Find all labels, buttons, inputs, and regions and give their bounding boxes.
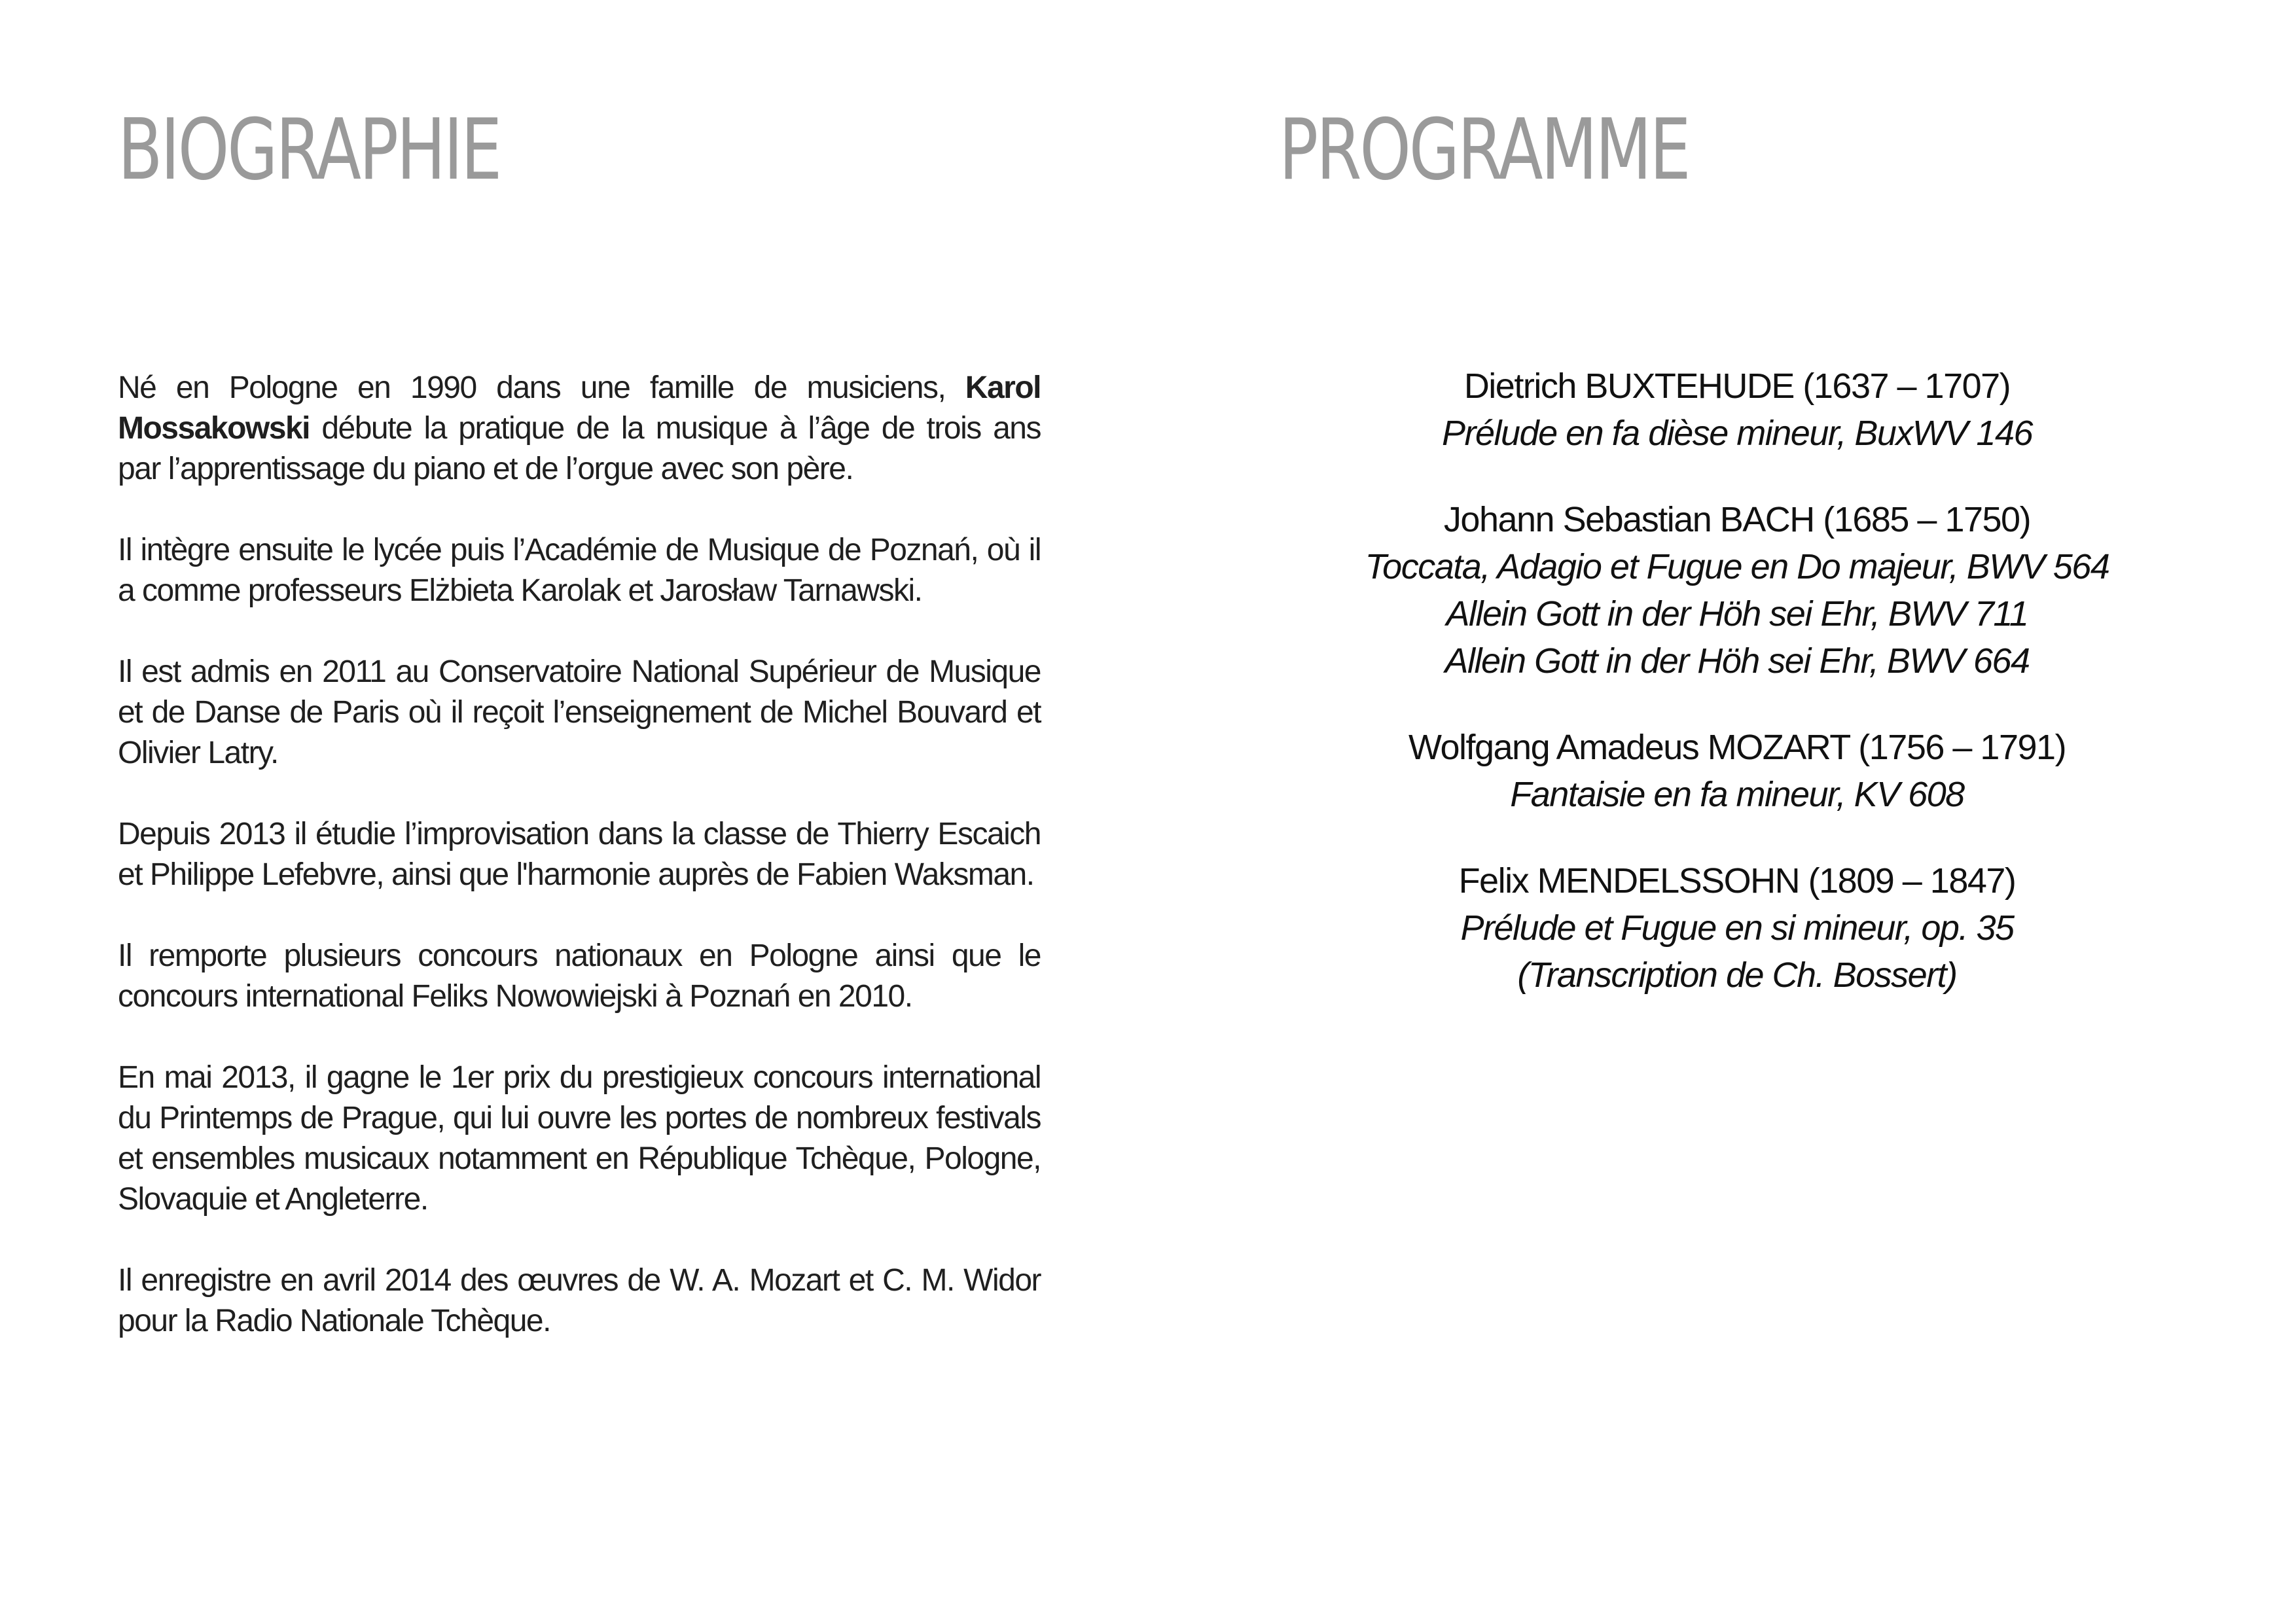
bio-paragraph-2: Il intègre ensuite le lycée puis l’Académie de Musique de Poznań, où il a comme professeurs Elżbieta Karolak et Jarosław Tarnawski. bbox=[118, 533, 1041, 608]
bio-paragraph-3: Il est admis en 2011 au Conservatoire National Supérieur de Musique et de Danse de Paris où il reçoit l’enseignement de Michel Bouvard et Olivier Latry. bbox=[118, 654, 1041, 770]
composer-name: Wolfgang Amadeus MOZART (1756 – 1791) bbox=[1408, 728, 2066, 767]
artist-name: Karol Mossakowski bbox=[118, 370, 1041, 446]
bio-paragraph-5: Il remporte plusieurs concours nationaux en Pologne ainsi que le concours international Feliks Nowowiejski à Poznań en 2010. bbox=[118, 938, 1041, 1014]
work-title: Allein Gott in der Höh sei Ehr, BWV 711 bbox=[1446, 594, 2028, 633]
composer-name: Felix MENDELSSOHN (1809 – 1847) bbox=[1458, 861, 2016, 901]
programme-list bbox=[1279, 363, 2195, 1038]
bio-paragraph-6: En mai 2013, il gagne le 1er prix du prestigieux concours international du Printemps de Prague, qui lui ouvre les portes de nombreux festivals et ensembles musicaux notamment en République Tchèque, Pologne, Slovaquie et Angleterre. bbox=[118, 1060, 1041, 1217]
work-title: Fantaisie en fa mineur, KV 608 bbox=[1510, 775, 1964, 814]
programme-item-mendelssohn bbox=[1279, 857, 2195, 999]
composer-name: Dietrich BUXTEHUDE (1637 – 1707) bbox=[1463, 366, 2011, 406]
work-title: Prélude et Fugue en si mineur, op. 35 bbox=[1460, 908, 2014, 948]
work-title: Prélude en fa dièse mineur, BuxWV 146 bbox=[1441, 414, 2033, 453]
programme-section bbox=[1279, 98, 2195, 203]
work-title: Toccata, Adagio et Fugue en Do majeur, BWV 564 bbox=[1365, 547, 2109, 586]
biography-body bbox=[118, 368, 1041, 1342]
programme-item-buxtehude bbox=[1279, 363, 2195, 457]
biography-section bbox=[118, 98, 1041, 1382]
programme-item-mozart bbox=[1279, 724, 2195, 818]
programme-item-bach bbox=[1279, 496, 2195, 685]
work-title: Allein Gott in der Höh sei Ehr, BWV 664 bbox=[1444, 641, 2030, 681]
bio-text: débute la pratique de la musique à l’âge de trois ans par l’apprentissage du piano et de l’orgue avec son père. bbox=[118, 411, 1041, 486]
composer-name: Johann Sebastian BACH (1685 – 1750) bbox=[1443, 500, 2031, 539]
bio-paragraph-7: Il enregistre en avril 2014 des œuvres de W. A. Mozart et C. M. Widor pour la Radio Nationale Tchèque. bbox=[118, 1263, 1041, 1338]
bio-paragraph-1 bbox=[118, 368, 1041, 490]
programme-heading: PROGRAMME bbox=[1279, 101, 1689, 199]
bio-paragraph-4: Depuis 2013 il étudie l’improvisation dans la classe de Thierry Escaich et Philippe Lefebvre, ainsi que l'harmonie auprès de Fabien Waksman. bbox=[118, 817, 1041, 892]
work-title: (Transcription de Ch. Bossert) bbox=[1517, 955, 1957, 995]
biography-heading: BIOGRAPHIE bbox=[118, 101, 501, 199]
bio-text: Né en Pologne en 1990 dans une famille de musiciens, bbox=[118, 370, 965, 405]
